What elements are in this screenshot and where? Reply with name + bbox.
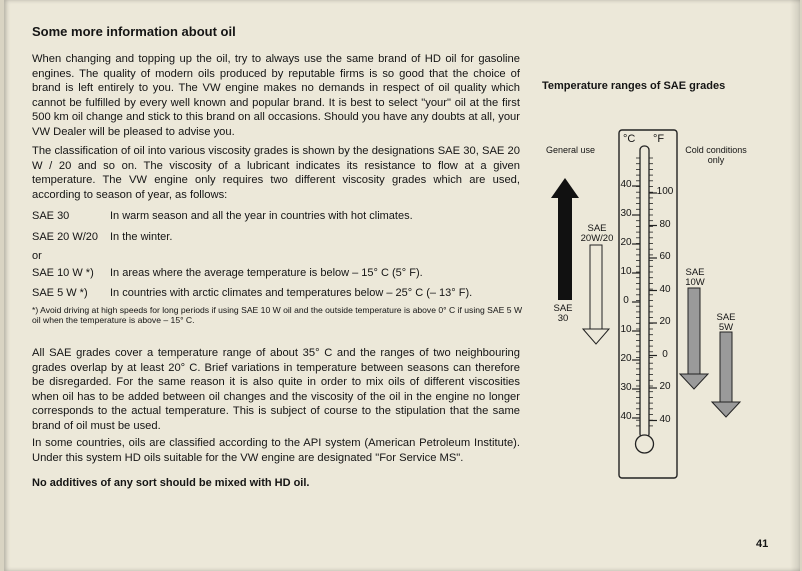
fahrenheit-tick-label: 80 (659, 218, 671, 230)
celsius-tick-label: 20 (620, 353, 632, 364)
celsius-tick-label: 10 (620, 266, 632, 277)
paragraph-brand: When changing and topping up the oil, try to always use the same brand of HD oil for gasoline engines. The quality of modern oils produced by reputable firms is so good that the choice of brand is left entirely to you. The VW engine makes no demands in respect of oil quality which cannot be fulfilled by every well known and popular brand. It is best to select "your" oil at the first 500 km oil change and stick to this brand on all occasions. Should you have any doubts at all, your VW Dealer will be pleased to advise you. (32, 53, 520, 138)
celsius-tick-label: 20 (620, 237, 632, 248)
sae5w-arrow-shaft (720, 332, 732, 402)
footnote: *) Avoid driving at high speeds for long periods if using SAE 10 W oil and the outside temperature is above 0° C if using SAE 5 W oil when the temperature is above – 15° C. (32, 305, 523, 325)
fahrenheit-unit: °F (653, 133, 665, 145)
sae30-label: SAE 30 (553, 303, 573, 324)
fahrenheit-tick-label: 60 (659, 251, 671, 262)
sae30-arrow-shaft (558, 198, 572, 300)
sae10w-label: SAE 10W (685, 267, 705, 288)
sae30-arrow-head (551, 178, 579, 198)
fahrenheit-tick-label: 40 (659, 413, 671, 425)
fahrenheit-tick-label: 20 (659, 381, 671, 392)
grade-key: SAE 5 W *) (32, 287, 88, 299)
diagram-title: Temperature ranges of SAE grades (542, 80, 726, 92)
sae5w-arrow-head (712, 402, 740, 417)
grade-key: or (32, 250, 42, 262)
sae10w-arrow-head (680, 374, 708, 389)
celsius-unit: °C (623, 133, 636, 145)
celsius-tick-label: 40 (620, 411, 632, 422)
celsius-tick-label: 0 (623, 295, 629, 306)
sae10w-arrow-shaft (688, 288, 700, 374)
celsius-tick-label: 40 (620, 179, 632, 190)
sae20w20-label: SAE 20W/20 (580, 223, 614, 244)
grade-desc: In countries with arctic climates and temperatures below – 25° C (– 13° F). (110, 287, 473, 299)
sae5w-label: SAE 5W (716, 312, 736, 333)
grade-desc: In warm season and all the year in countries with hot climates. (110, 210, 413, 222)
grade-desc: In the winter. (110, 231, 173, 243)
thermometer-tube (640, 146, 649, 438)
paragraph-classification: The classification of oil into various viscosity grades is shown by the designations SAE 30, SAE 20 W / 20 and so on. The viscosity of a lubricant indicates its resistance to flow at a given temperature. The VW engine only requires two different viscosity grades which are used, according to season of year, as follows: (32, 145, 520, 201)
fahrenheit-tick-label: 0 (662, 348, 668, 360)
sae20w20-arrow-shaft (590, 245, 602, 329)
grade-key: SAE 20 W/20 (32, 231, 99, 243)
final-note: No additives of any sort should be mixed with HD oil. (32, 477, 310, 489)
fahrenheit-tick-label: 40 (659, 283, 671, 295)
paragraph-api: In some countries, oils are classified according to the API system (American Petroleum Institute). Under this system HD oils suitable for the VW engine are designated "For Service MS". (32, 437, 520, 464)
general-use-label: General use (546, 145, 596, 155)
page-number: 41 (756, 538, 769, 550)
celsius-tick-label: 30 (620, 382, 632, 393)
sae20w20-arrow-head (583, 329, 609, 344)
fahrenheit-tick-label: 20 (659, 316, 671, 327)
grade-desc: In areas where the average temperature is below – 15° C (5° F). (110, 267, 423, 279)
fahrenheit-tick-label: 100 (656, 186, 674, 197)
celsius-tick-label: 30 (620, 208, 632, 219)
grade-key: SAE 10 W *) (32, 267, 94, 279)
cold-conditions-label: Cold conditions only (685, 145, 747, 165)
paragraph-ranges: All SAE grades cover a temperature range of about 35° C and the ranges of two neighbouring grades overlap by at least 20° C. Brief variations in temperature between seasons can therefore be disregarded. For the same reason it is also quite in order to mix oils of different viscosities when oil has to be added between oil changes and the viscosity of the oil in the engine no longer corresponds to the actual temperature. This is subject of course to the stipulation that the same brand of oil must be used. (32, 347, 520, 432)
grade-key: SAE 30 (32, 210, 70, 222)
section-heading: Some more information about oil (32, 24, 236, 39)
celsius-tick-label: 10 (620, 324, 632, 335)
thermometer-bulb (636, 435, 654, 453)
